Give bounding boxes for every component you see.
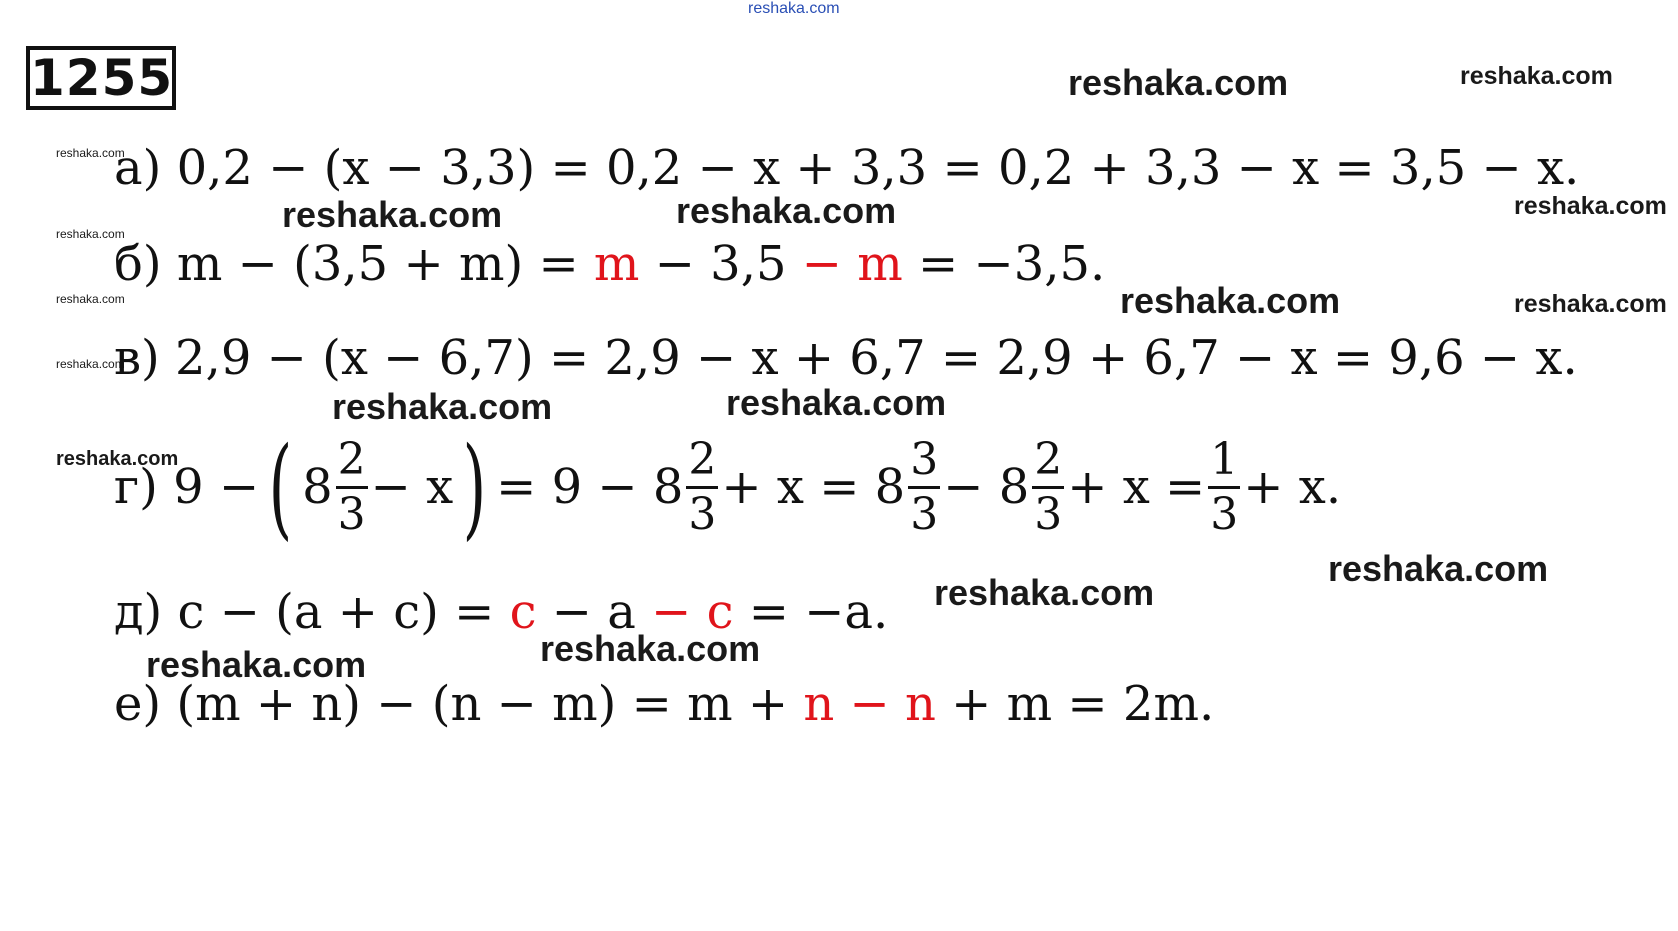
denominator: 3 <box>910 488 939 540</box>
watermark: reshaka.com <box>726 382 947 423</box>
watermark: reshaka.com <box>56 227 125 241</box>
watermark: reshaka.com <box>1120 280 1341 321</box>
expression-b-part2: − 3,5 <box>639 236 802 292</box>
numerator: 2 <box>337 433 366 485</box>
watermark: reshaka.com <box>332 386 553 427</box>
watermark: reshaka.com <box>1514 290 1667 318</box>
label-e: е) <box>114 676 162 732</box>
watermark: reshaka.com <box>934 572 1155 613</box>
problem-number: 1255 <box>26 46 176 110</box>
label-d: д) <box>114 584 163 640</box>
expression-v: 2,9 − (x − 6,7) = 2,9 − x + 6,7 = 2,9 + 6,7 − x = 9,6 − x. <box>175 330 1578 386</box>
watermark: reshaka.com <box>56 448 179 470</box>
expression-b-red1: m <box>593 236 640 292</box>
watermark: reshaka.com <box>56 146 125 160</box>
equation-b <box>114 236 1105 292</box>
equation-a <box>114 140 1579 196</box>
label-a: а) <box>114 140 162 196</box>
expression-g-p2: − x <box>370 459 454 515</box>
fraction <box>686 433 718 540</box>
fraction <box>336 433 368 540</box>
watermark: reshaka.com <box>540 628 761 669</box>
watermark: reshaka.com <box>1328 548 1549 589</box>
expression-d-red2: − c <box>651 584 734 640</box>
expression-g-p1b: 8 <box>302 459 333 515</box>
numerator: 1 <box>1210 433 1239 485</box>
denominator: 3 <box>688 488 717 540</box>
fraction <box>1208 433 1240 540</box>
expression-e-part1: (m + n) − (n − m) = m + <box>176 676 804 732</box>
fraction <box>908 433 940 540</box>
expression-d-part1: c − (a + c) = <box>177 584 510 640</box>
numerator: 2 <box>688 433 717 485</box>
expression-b-part3: = −3,5. <box>902 236 1106 292</box>
denominator: 3 <box>1034 488 1063 540</box>
fraction <box>1032 433 1064 540</box>
watermark: reshaka.com <box>282 194 503 235</box>
watermark: reshaka.com <box>1460 62 1613 90</box>
left-paren: ( <box>268 423 293 551</box>
equation-e <box>114 676 1214 732</box>
expression-g-p7: + x. <box>1243 459 1342 515</box>
expression-g-p4: + x = 8 <box>721 459 906 515</box>
expression-g-p3: = 9 − 8 <box>496 459 684 515</box>
denominator: 3 <box>337 488 366 540</box>
equation-d <box>114 584 888 640</box>
watermark: reshaka.com <box>1514 192 1667 220</box>
equation-v <box>114 330 1578 386</box>
expression-g-p1: 9 − <box>173 459 260 515</box>
expression-g-p5: − 8 <box>943 459 1030 515</box>
denominator: 3 <box>1210 488 1239 540</box>
watermark: reshaka.com <box>676 190 897 231</box>
watermark: reshaka.com <box>56 292 125 306</box>
watermark: reshaka.com <box>56 357 125 371</box>
expression-d-part2: − a <box>536 584 652 640</box>
label-v: в) <box>114 330 160 386</box>
expression-d-part3: = −a. <box>733 584 889 640</box>
expression-b-part1: m − (3,5 + m) = <box>176 236 594 292</box>
right-paren: ) <box>462 423 487 551</box>
numerator: 3 <box>910 433 939 485</box>
expression-e-red1: n − n <box>803 676 936 732</box>
expression-e-part2: + m = 2m. <box>935 676 1215 732</box>
expression-g-p6: + x = <box>1067 459 1206 515</box>
equation-g <box>114 422 1341 552</box>
expression-d-red1: c <box>509 584 537 640</box>
expression-a: 0,2 − (x − 3,3) = 0,2 − x + 3,3 = 0,2 + 3,3 − x = 3,5 − x. <box>176 140 1580 196</box>
watermark-top: reshaka.com <box>748 0 840 17</box>
watermark: reshaka.com <box>1068 62 1289 103</box>
label-g: г) <box>114 459 158 515</box>
numerator: 2 <box>1034 433 1063 485</box>
watermark: reshaka.com <box>146 644 367 685</box>
label-b: б) <box>114 236 162 292</box>
expression-b-red2: − m <box>801 236 903 292</box>
